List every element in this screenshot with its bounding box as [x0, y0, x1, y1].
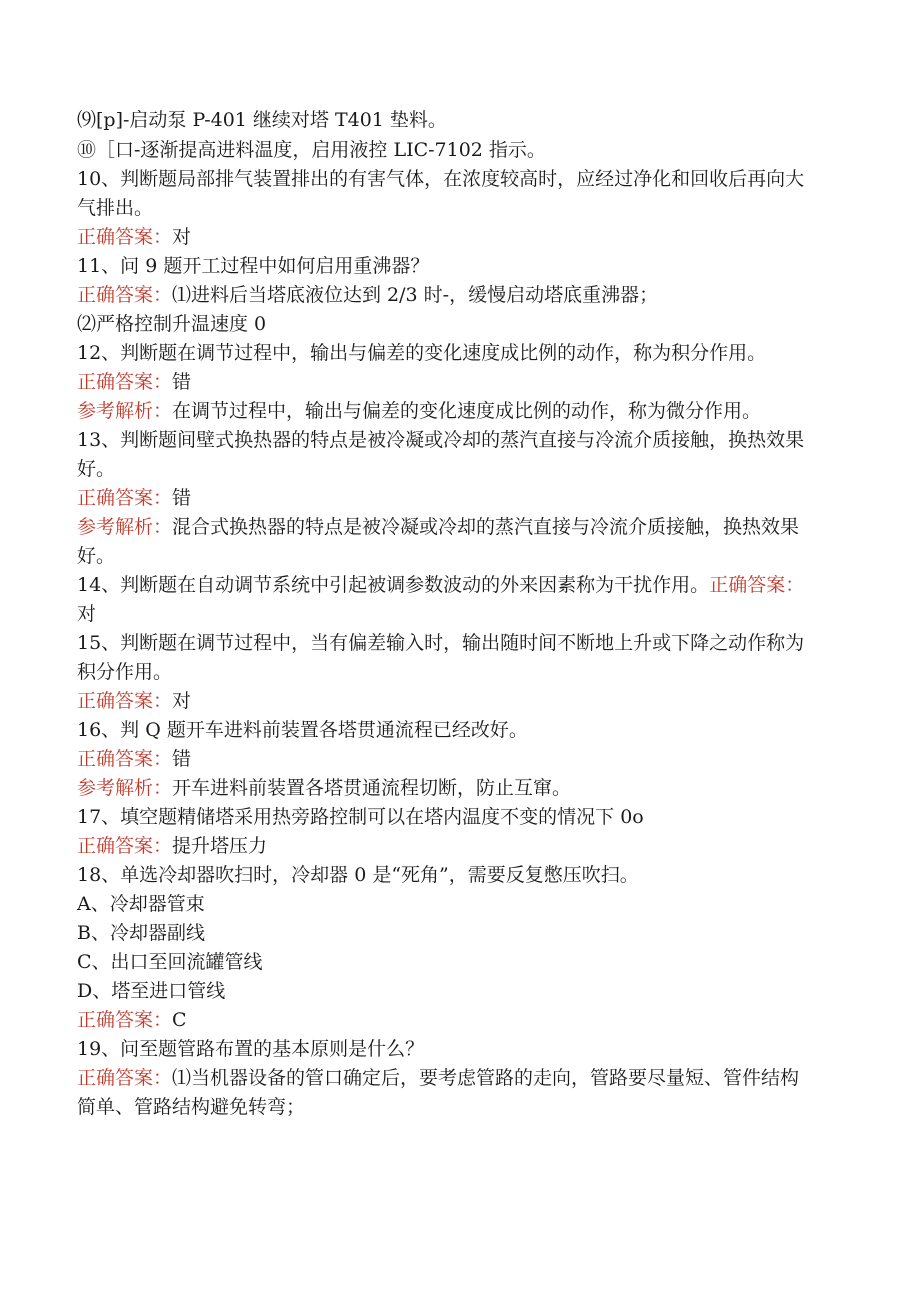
answer-15	[77, 687, 817, 716]
question-13: 13、判断题间壁式换热器的特点是被冷凝或冷却的蒸汽直接与冷流介质接触，换热效果好。	[77, 429, 805, 480]
answer-value: C	[172, 1009, 187, 1031]
document-page	[77, 106, 817, 1122]
question-14	[77, 571, 817, 629]
question-10: 10、判断题局部排气装置排出的有害气体，在浓度较高时，应经过净化和回收后再向大气排出。	[77, 168, 805, 219]
option-a: A、冷却器管束	[77, 893, 205, 915]
answer-label: 正确答案：	[77, 226, 173, 248]
answer-value: 错	[172, 487, 192, 509]
answer-12	[77, 368, 817, 397]
question-18: 18、单选冷却器吹扫时，冷却器 0 是“死角”，需要反复憋压吹扫。	[77, 864, 639, 886]
explanation-text: 在调节过程中，输出与偏差的变化速度成比例的动作，称为微分作用。	[172, 400, 762, 422]
question-text: 14、判断题在自动调节系统中引起被调参数波动的外来因素称为干扰作用。	[77, 574, 710, 596]
explanation-label: 参考解析：	[77, 400, 173, 422]
answer-label: 正确答案：	[77, 835, 173, 857]
step-9-line: ⑼[p]-启动泵 P-401 继续对塔 T401 垫料。	[77, 109, 447, 131]
answer-value: ⑴当机器设备的管口确定后，要考虑管路的走向，管路要尽量短、管件结构简单、管路结构避免转弯；	[77, 1067, 800, 1118]
option-b: B、冷却器副线	[77, 922, 205, 944]
answer-11-continued: ⑵严格控制升温速度 0	[77, 313, 267, 335]
answer-label: 正确答案：	[77, 1009, 173, 1031]
answer-17	[77, 832, 817, 861]
question-19: 19、问至题管路布置的基本原则是什么？	[77, 1038, 425, 1060]
answer-label: 正确答案：	[709, 574, 805, 596]
answer-value: 提升塔压力	[172, 835, 268, 857]
answer-13	[77, 484, 817, 513]
answer-10	[77, 223, 817, 252]
question-15: 15、判断题在调节过程中，当有偏差输入时，输出随时间不断地上升或下降之动作称为积分作用。	[77, 632, 805, 683]
option-c: C、出口至回流罐管线	[77, 951, 263, 973]
answer-value: 错	[172, 748, 192, 770]
answer-label: 正确答案：	[77, 284, 173, 306]
answer-value: 错	[172, 371, 192, 393]
option-d: D、塔至进口管线	[77, 980, 226, 1002]
explanation-16	[77, 774, 817, 803]
answer-11	[77, 281, 817, 310]
answer-16	[77, 745, 817, 774]
question-16: 16、判 Q 题开车进料前装置各塔贯通流程已经改好。	[77, 719, 528, 741]
explanation-text: 开车进料前装置各塔贯通流程切断，防止互窜。	[172, 777, 572, 799]
explanation-text: 混合式换热器的特点是被冷凝或冷却的蒸汽直接与冷流介质接触，换热效果好。	[77, 516, 800, 567]
explanation-13	[77, 513, 817, 571]
question-12: 12、判断题在调节过程中，输出与偏差的变化速度成比例的动作，称为积分作用。	[77, 342, 767, 364]
answer-19	[77, 1064, 817, 1122]
answer-label: 正确答案：	[77, 371, 173, 393]
explanation-12	[77, 397, 817, 426]
answer-value: 对	[172, 226, 192, 248]
explanation-label: 参考解析：	[77, 516, 173, 538]
answer-value: 对	[172, 690, 192, 712]
answer-label: 正确答案：	[77, 690, 173, 712]
answer-18	[77, 1006, 817, 1035]
question-17: 17、填空题精储塔采用热旁路控制可以在塔内温度不变的情况下 0o	[77, 806, 644, 828]
explanation-label: 参考解析：	[77, 777, 173, 799]
question-11: 11、问 9 题开工过程中如何启用重沸器？	[77, 255, 430, 277]
answer-label: 正确答案：	[77, 487, 173, 509]
answer-label: 正确答案：	[77, 1067, 173, 1089]
answer-value: 对	[77, 603, 97, 625]
answer-label: 正确答案：	[77, 748, 173, 770]
answer-value: ⑴进料后当塔底液位达到 2/3 时-，缓慢启动塔底重沸器；	[172, 284, 659, 306]
step-10-line: ⑩［口-逐渐提高进料温度，启用液控 LIC-7102 指示。	[77, 139, 546, 161]
